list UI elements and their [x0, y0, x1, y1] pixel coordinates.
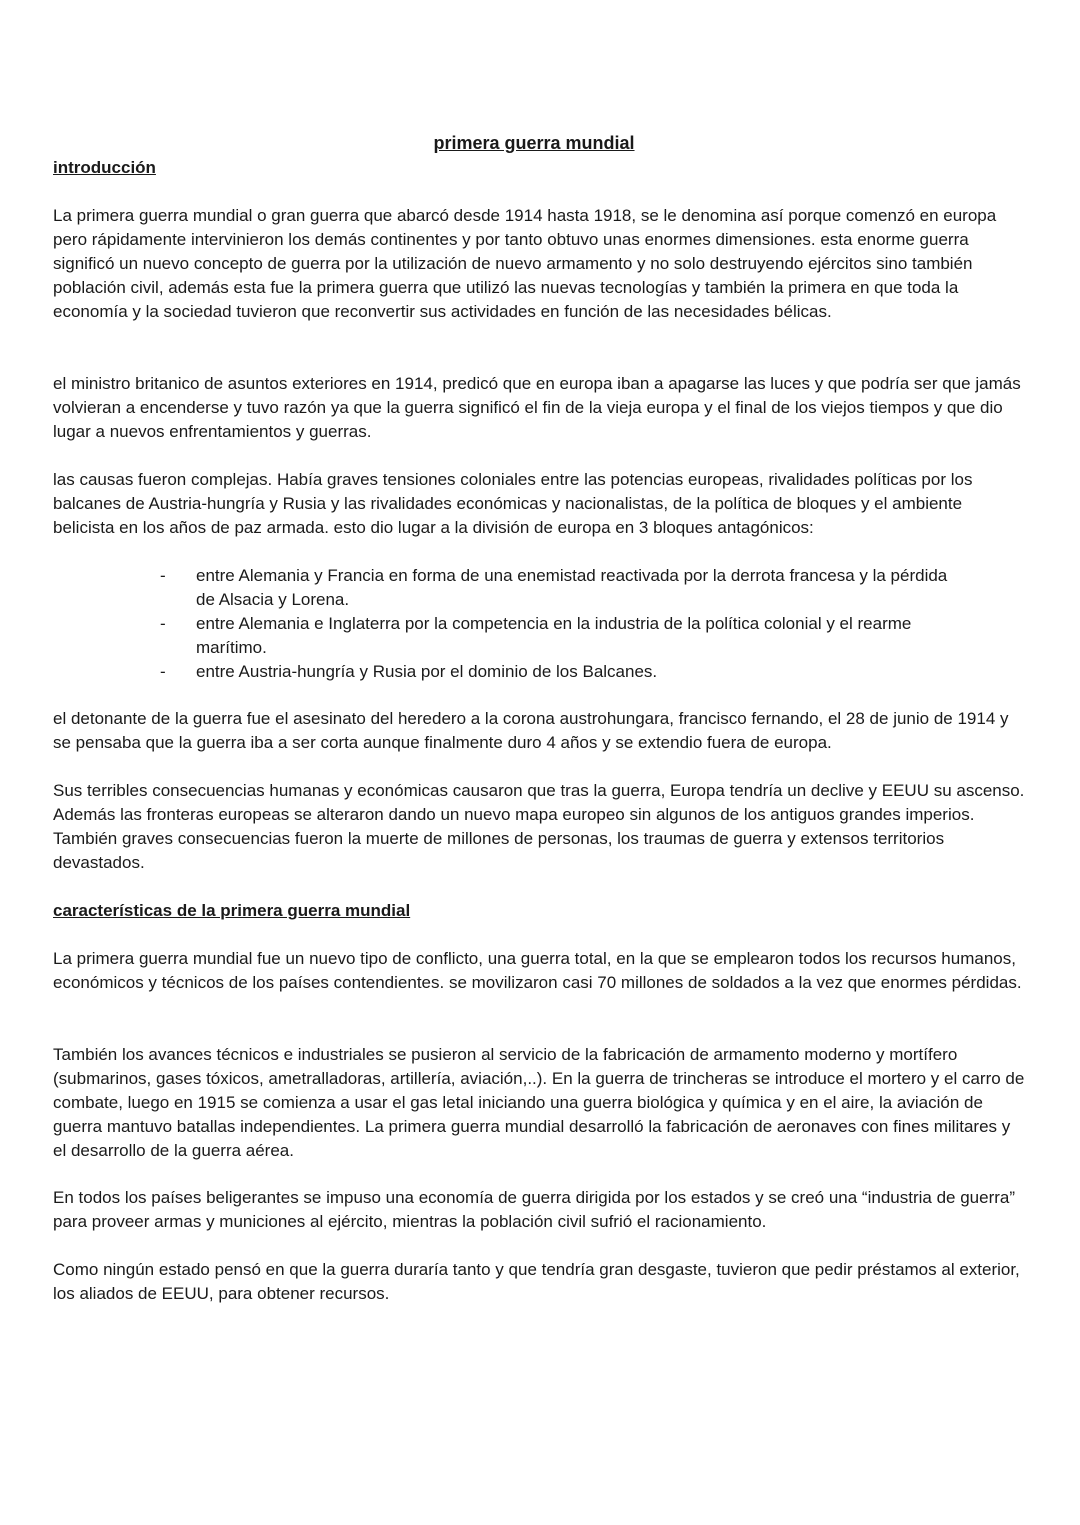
- intro-heading: introducción: [53, 158, 156, 177]
- document-title: primera guerra mundial: [433, 133, 635, 153]
- bullet-dash: -: [160, 662, 166, 681]
- list-item-text: entre Austria-hungría y Rusia por el dominio de los Balcanes.: [196, 662, 658, 681]
- list-item-text: entre Alemania e Inglaterra por la competencia en la industria de la política colonial y el rearme marítimo.: [196, 614, 912, 657]
- list-item: [160, 612, 960, 660]
- intro-paragraph-1: La primera guerra mundial o gran guerra que abarcó desde 1914 hasta 1918, se le denomina así porque comenzó en europa pero rápidamente intervinieron los demás continentes y por tanto obtuvo unas enormes dimensiones. esta enorme guerra significó un nuevo concepto de guerra por la utilización de nuevo armamento y no solo destruyendo ejércitos sino también población civil, además esta fue la primera guerra que utilizó las nuevas tecnologías y también la primera en que toda la economía y la sociedad tuvieron que reconvertir sus actividades en función de las necesidades bélicas.: [53, 206, 997, 321]
- bullet-dash: -: [160, 566, 166, 585]
- rivalries-list: [160, 564, 960, 684]
- features-heading: características de la primera guerra mundial: [53, 901, 411, 920]
- list-item: [160, 660, 960, 684]
- features-paragraph-2: También los avances técnicos e industriales se pusieron al servicio de la fabricación de armamento moderno y mortífero (submarinos, gases tóxicos, ametralladoras, artillería, aviación,..). En la guerra de trincheras se introduce el mortero y el carro de combate, luego en 1915 se comienza a usar el gas letal iniciando una guerra biológica y química y en el aire, la aviación de guerra mantuvo batallas independientes. La primera guerra mundial desarrolló la fabricación de aeronaves con fines militares y el desarrollo de la guerra aérea.: [53, 1045, 1025, 1160]
- intro-paragraph-3: las causas fueron complejas. Había graves tensiones coloniales entre las potencias europeas, rivalidades políticas por los balcanes de Austria-hungría y Rusia y las rivalidades económicas y nacionalistas, de la política de bloques y el ambiente belicista en los años de paz armada. esto dio lugar a la división de europa en 3 bloques antagónicos:: [53, 470, 973, 537]
- trigger-paragraph: el detonante de la guerra fue el asesinato del heredero a la corona austrohungara, francisco fernando, el 28 de junio de 1914 y se pensaba que la guerra iba a ser corta aunque finalmente duro 4 años y se extendio fuera de europa.: [53, 709, 1009, 752]
- list-item-text: entre Alemania y Francia en forma de una enemistad reactivada por la derrota francesa y la pérdida de Alsacia y Lorena.: [196, 566, 948, 609]
- consequences-paragraph: Sus terribles consecuencias humanas y económicas causaron que tras la guerra, Europa tendría un declive y EEUU su ascenso. Además las fronteras europeas se alteraron dando un nuevo mapa europeo sin algunos de los antiguos grandes imperios. También graves consecuencias fueron la muerte de millones de personas, los traumas de guerra y extensos territorios devastados.: [53, 781, 1025, 872]
- features-paragraph-4: Como ningún estado pensó en que la guerra duraría tanto y que tendría gran desgaste, tuvieron que pedir préstamos al exterior, los aliados de EEUU, para obtener recursos.: [53, 1260, 1020, 1303]
- list-item: [160, 564, 960, 612]
- bullet-dash: -: [160, 614, 166, 633]
- intro-paragraph-2: el ministro britanico de asuntos exteriores en 1914, predicó que en europa iban a apagarse las luces y que podría ser que jamás volvieran a encenderse y tuvo razón ya que la guerra significó el fin de la vieja europa y el final de los viejos tiempos y que dio lugar a nuevos enfrentamientos y guerras.: [53, 374, 1021, 441]
- features-paragraph-3: En todos los países beligerantes se impuso una economía de guerra dirigida por los estados y se creó una “industria de guerra” para proveer armas y municiones al ejército, mientras la población civil sufrió el racionamiento.: [53, 1188, 1016, 1231]
- features-paragraph-1: La primera guerra mundial fue un nuevo tipo de conflicto, una guerra total, en la que se emplearon todos los recursos humanos, económicos y técnicos de los países contendientes. se movilizaron casi 70 millones de soldados a la vez que enormes pérdidas.: [53, 949, 1022, 992]
